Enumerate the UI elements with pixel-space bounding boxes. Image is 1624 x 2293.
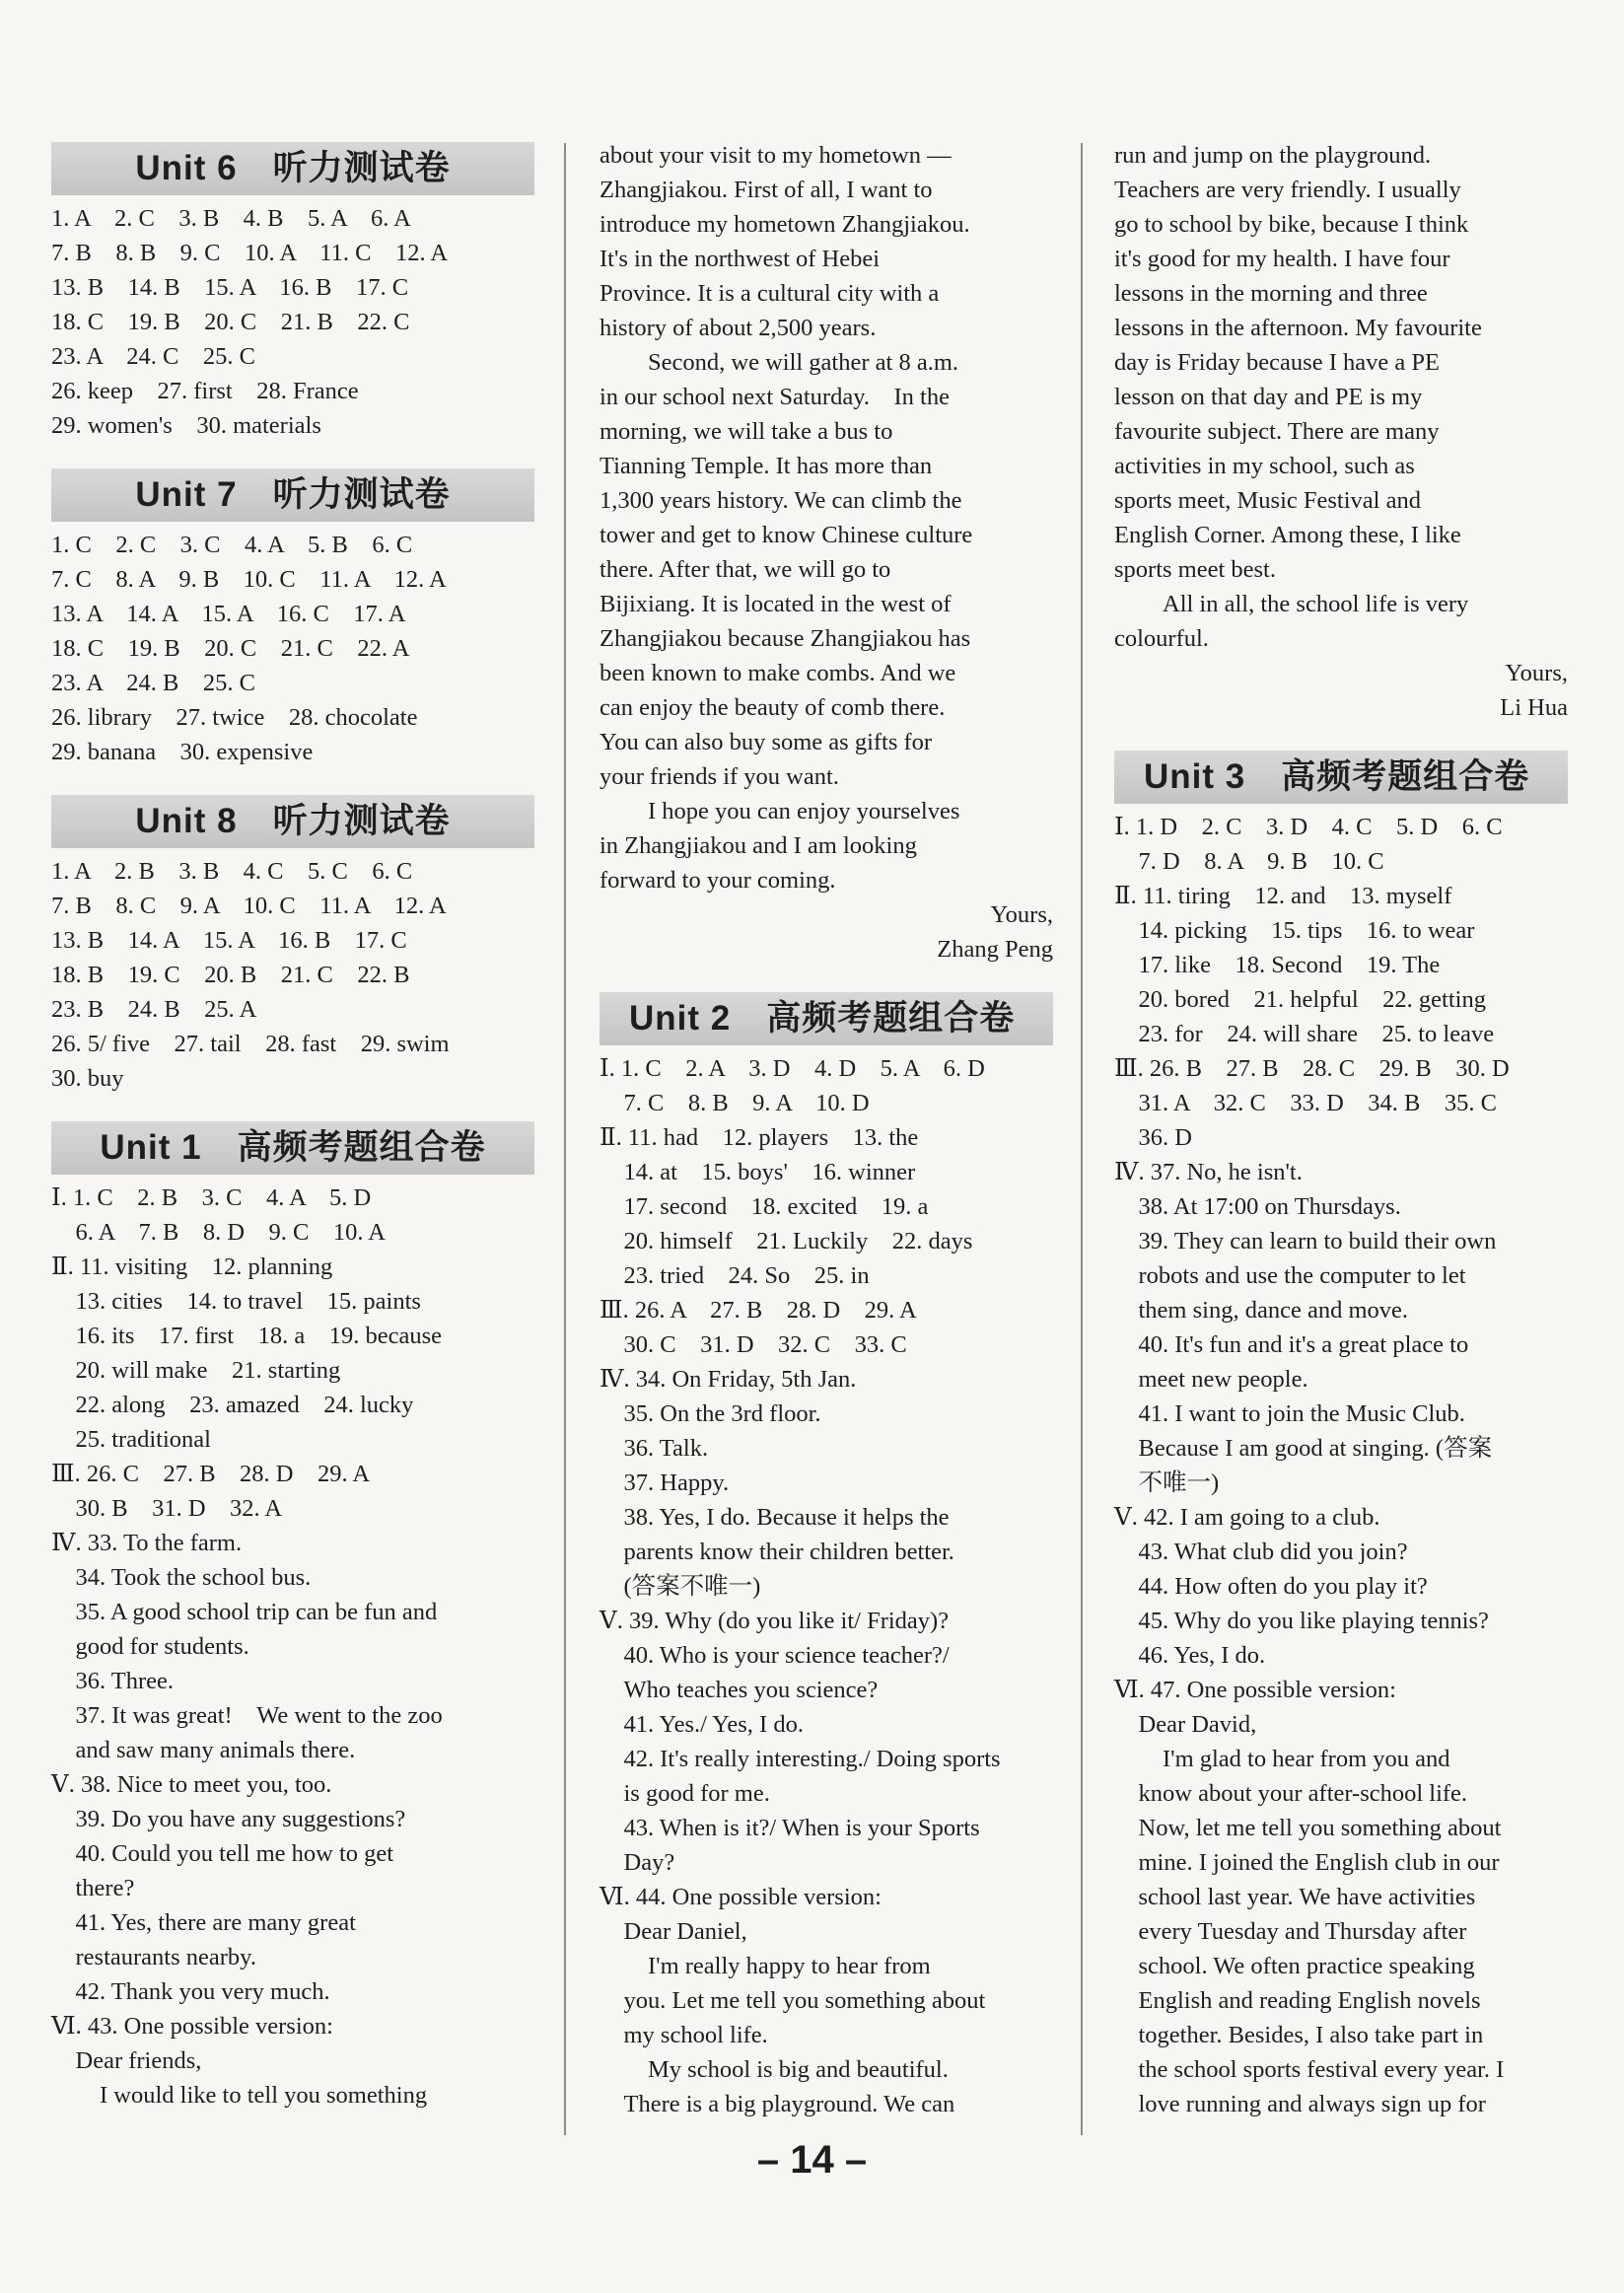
text-line: Ⅵ. 43. One possible version:	[51, 2013, 333, 2040]
text-line: been known to make combs. And we	[600, 660, 956, 686]
text-line: 25. traditional	[51, 1426, 211, 1453]
text-line: 31. A 32. C 33. D 34. B 35. C	[1114, 1090, 1497, 1116]
text-line: 20. bored 21. helpful 22. getting	[1114, 986, 1486, 1013]
text-line: every Tuesday and Thursday after	[1114, 1918, 1467, 1945]
text-line: about your visit to my hometown —	[600, 142, 952, 169]
text-line: 23. A 24. C 25. C	[51, 343, 255, 370]
text-line: 6. A 7. B 8. D 9. C 10. A	[51, 1219, 386, 1246]
text-line: 35. On the 3rd floor.	[600, 1400, 821, 1427]
text-line: 1. A 2. B 3. B 4. C 5. C 6. C	[51, 858, 413, 885]
unit-1-header: Unit 1 高频考题组合卷	[51, 1121, 534, 1175]
text-line: forward to your coming.	[600, 867, 836, 894]
text-line: Ⅰ. 1. C 2. B 3. C 4. A 5. D	[51, 1184, 372, 1211]
text-line: morning, we will take a bus to	[600, 418, 893, 445]
text-line: 42. It's really interesting./ Doing sports	[600, 1746, 1001, 1772]
text-line: in Zhangjiakou and I am looking	[600, 832, 917, 859]
text-line: 20. will make 21. starting	[51, 1357, 341, 1384]
text-line: my school life.	[600, 2022, 768, 2048]
text-line: 13. B 14. B 15. A 16. B 17. C	[51, 274, 409, 301]
text-line: school. We often practice speaking	[1114, 1953, 1475, 1979]
text-line: together. Besides, I also take part in	[1114, 2022, 1484, 2048]
text-line: You can also buy some as gifts for	[600, 729, 933, 755]
text-line: 18. C 19. B 20. C 21. B 22. C	[51, 309, 410, 335]
text-line: Zhangjiakou. First of all, I want to	[600, 177, 933, 203]
text-line: 7. B 8. C 9. A 10. C 11. A 12. A	[51, 893, 447, 919]
column-divider-1	[564, 143, 566, 2135]
text-line: Zhangjiakou because Zhangjiakou has	[600, 625, 971, 652]
text-line: Teachers are very friendly. I usually	[1114, 177, 1461, 203]
text-line: 40. Who is your science teacher?/	[600, 1642, 950, 1669]
essay2-sign-yours: Yours,	[1505, 660, 1568, 686]
text-line: 17. second 18. excited 19. a	[600, 1193, 929, 1220]
text-line: Ⅰ. 1. C 2. A 3. D 4. D 5. A 6. D	[600, 1055, 985, 1082]
unit-3-header: Unit 3 高频考题组合卷	[1114, 751, 1568, 804]
text-line: restaurants nearby.	[51, 1944, 256, 1971]
unit-3-answers	[1114, 810, 1568, 2121]
text-line: 23. B 24. B 25. A	[51, 996, 257, 1023]
text-line: 41. Yes, there are many great	[51, 1909, 356, 1936]
text-line: 39. They can learn to build their own	[1114, 1228, 1497, 1254]
text-line: 42. Thank you very much.	[51, 1978, 330, 2005]
text-line: 41. I want to join the Music Club.	[1114, 1400, 1465, 1427]
text-line: 1. C 2. C 3. C 4. A 5. B 6. C	[51, 532, 413, 558]
text-line: 45. Why do you like playing tennis?	[1114, 1608, 1489, 1634]
text-line: 14. at 15. boys' 16. winner	[600, 1159, 916, 1185]
text-line: English Corner. Among these, I like	[1114, 522, 1461, 548]
text-line: Ⅱ. 11. had 12. players 13. the	[600, 1124, 919, 1151]
text-line: colourful.	[1114, 625, 1209, 652]
text-line: and saw many animals there.	[51, 1737, 356, 1763]
text-line: 7. B 8. B 9. C 10. A 11. C 12. A	[51, 240, 449, 266]
text-line: 7. C 8. A 9. B 10. C 11. A 12. A	[51, 566, 447, 593]
text-line: is good for me.	[600, 1780, 770, 1807]
text-line: parents know their children better.	[600, 1539, 954, 1565]
column-2	[600, 138, 1053, 2121]
text-line: lessons in the afternoon. My favourite	[1114, 315, 1482, 341]
unit-7-answers	[51, 528, 534, 769]
text-line: Ⅳ. 37. No, he isn't.	[1114, 1159, 1303, 1185]
text-line: 40. Could you tell me how to get	[51, 1840, 394, 1867]
essay-sign-name: Zhang Peng	[937, 936, 1053, 963]
text-line: Province. It is a cultural city with a	[600, 280, 940, 307]
text-line: Ⅵ. 47. One possible version:	[1114, 1677, 1396, 1703]
text-line: Second, we will gather at 8 a.m.	[600, 349, 959, 376]
text-line: 36. D	[1114, 1124, 1192, 1151]
column-3	[1114, 138, 1568, 2121]
text-line: go to school by bike, because I think	[1114, 211, 1469, 238]
text-line: Now, let me tell you something about	[1114, 1815, 1502, 1841]
text-line: 30. C 31. D 32. C 33. C	[600, 1331, 907, 1358]
column-divider-2	[1081, 143, 1083, 2135]
text-line: 不唯一)	[1114, 1469, 1220, 1496]
text-line: I'm glad to hear from you and	[1114, 1746, 1450, 1772]
text-line: Bijixiang. It is located in the west of	[600, 591, 952, 617]
text-line: 23. for 24. will share 25. to leave	[1114, 1021, 1495, 1047]
text-line: 7. D 8. A 9. B 10. C	[1114, 848, 1384, 875]
text-line: 36. Three.	[51, 1668, 175, 1694]
text-line: 26. library 27. twice 28. chocolate	[51, 704, 418, 731]
text-line: day is Friday because I have a PE	[1114, 349, 1440, 376]
text-line: 37. It was great! We went to the zoo	[51, 1702, 443, 1729]
text-line: 16. its 17. first 18. a 19. because	[51, 1323, 443, 1349]
text-line: 26. keep 27. first 28. France	[51, 378, 359, 404]
text-line: 44. How often do you play it?	[1114, 1573, 1428, 1600]
text-line: run and jump on the playground.	[1114, 142, 1432, 169]
text-line: Ⅱ. 11. tiring 12. and 13. myself	[1114, 883, 1452, 909]
text-line: in our school next Saturday. In the	[600, 384, 950, 410]
text-line: Because I am good at singing. (答案	[1114, 1435, 1493, 1462]
text-line: 41. Yes./ Yes, I do.	[600, 1711, 804, 1738]
unit-2-answers	[600, 1051, 1053, 2121]
text-line: know about your after-school life.	[1114, 1780, 1468, 1807]
text-line: good for students.	[51, 1633, 249, 1660]
text-line: All in all, the school life is very	[1114, 591, 1469, 617]
text-line: tower and get to know Chinese culture	[600, 522, 973, 548]
text-line: there?	[51, 1875, 135, 1901]
text-line: 17. like 18. Second 19. The	[1114, 952, 1441, 978]
text-line: 43. When is it?/ When is your Sports	[600, 1815, 980, 1841]
text-line: 43. What club did you join?	[1114, 1539, 1408, 1565]
text-line: 1. A 2. C 3. B 4. B 5. A 6. A	[51, 205, 411, 232]
text-line: history of about 2,500 years.	[600, 315, 877, 341]
text-line: favourite subject. There are many	[1114, 418, 1440, 445]
text-line: 30. buy	[51, 1065, 124, 1092]
text-line: 30. B 31. D 32. A	[51, 1495, 283, 1522]
text-line: 20. himself 21. Luckily 22. days	[600, 1228, 973, 1254]
text-line: Ⅳ. 33. To the farm.	[51, 1530, 243, 1556]
unit-8-header: Unit 8 听力测试卷	[51, 795, 534, 848]
text-line: them sing, dance and move.	[1114, 1297, 1409, 1324]
essay-sign-yours: Yours,	[990, 901, 1053, 928]
text-line: sports meet, Music Festival and	[1114, 487, 1421, 514]
text-line: your friends if you want.	[600, 763, 839, 790]
text-line: Dear Daniel,	[600, 1918, 747, 1945]
text-line: 23. A 24. B 25. C	[51, 670, 255, 696]
unit-8-answers	[51, 854, 534, 1096]
essay2-sign-name: Li Hua	[1500, 694, 1568, 721]
text-line: 23. tried 24. So 25. in	[600, 1262, 870, 1289]
text-line: Ⅲ. 26. C 27. B 28. D 29. A	[51, 1461, 371, 1487]
text-line: can enjoy the beauty of comb there.	[600, 694, 946, 721]
text-line: 38. Yes, I do. Because it helps the	[600, 1504, 950, 1531]
text-line: school last year. We have activities	[1114, 1884, 1476, 1910]
text-line: 26. 5/ five 27. tail 28. fast 29. swim	[51, 1031, 450, 1057]
text-line: Ⅰ. 1. D 2. C 3. D 4. C 5. D 6. C	[1114, 814, 1503, 840]
text-line: lessons in the morning and three	[1114, 280, 1428, 307]
text-line: 29. women's 30. materials	[51, 412, 321, 439]
text-line: There is a big playground. We can	[600, 2091, 955, 2117]
text-line: sports meet best.	[1114, 556, 1276, 583]
text-line: Dear friends,	[51, 2047, 202, 2074]
text-line: Day?	[600, 1849, 675, 1876]
text-line: 37. Happy.	[600, 1469, 730, 1496]
text-line: I'm really happy to hear from	[600, 1953, 931, 1979]
text-line: 34. Took the school bus.	[51, 1564, 312, 1591]
text-line: 38. At 17:00 on Thursdays.	[1114, 1193, 1401, 1220]
text-line: 13. B 14. A 15. A 16. B 17. C	[51, 927, 407, 954]
unit-1-answers	[51, 1181, 534, 2113]
text-line: 39. Do you have any suggestions?	[51, 1806, 406, 1832]
text-line: Ⅲ. 26. A 27. B 28. D 29. A	[600, 1297, 917, 1324]
text-line: the school sports festival every year. I	[1114, 2056, 1505, 2083]
text-line: Ⅴ. 39. Why (do you like it/ Friday)?	[600, 1608, 950, 1634]
text-line: robots and use the computer to let	[1114, 1262, 1466, 1289]
text-line: 22. along 23. amazed 24. lucky	[51, 1392, 414, 1418]
text-line: 14. picking 15. tips 16. to wear	[1114, 917, 1475, 944]
text-line: My school is big and beautiful.	[600, 2056, 949, 2083]
column-1	[51, 138, 534, 2113]
unit-6-answers	[51, 201, 534, 443]
text-line: love running and always sign up for	[1114, 2091, 1486, 2117]
text-line: Ⅳ. 34. On Friday, 5th Jan.	[600, 1366, 857, 1393]
unit-7-header: Unit 7 听力测试卷	[51, 468, 534, 522]
unit-2-header: Unit 2 高频考题组合卷	[600, 992, 1053, 1045]
text-line: I would like to tell you something	[51, 2082, 428, 2109]
text-line: 18. C 19. B 20. C 21. C 22. A	[51, 635, 410, 662]
text-line: 13. cities 14. to travel 15. paints	[51, 1288, 421, 1315]
text-line: Ⅵ. 44. One possible version:	[600, 1884, 882, 1910]
page-number: – 14 –	[756, 2138, 868, 2182]
text-line: Ⅲ. 26. B 27. B 28. C 29. B 30. D	[1114, 1055, 1510, 1082]
text-line: 36. Talk.	[600, 1435, 709, 1462]
text-line: I hope you can enjoy yourselves	[600, 798, 960, 824]
text-line: Tianning Temple. It has more than	[600, 453, 933, 479]
text-line: 35. A good school trip can be fun and	[51, 1599, 438, 1625]
text-line: it's good for my health. I have four	[1114, 246, 1450, 272]
text-line: lesson on that day and PE is my	[1114, 384, 1423, 410]
text-line: (答案不唯一)	[600, 1573, 761, 1600]
text-line: Ⅱ. 11. visiting 12. planning	[51, 1254, 333, 1280]
text-line: 7. C 8. B 9. A 10. D	[600, 1090, 870, 1116]
text-line: mine. I joined the English club in our	[1114, 1849, 1500, 1876]
text-line: 18. B 19. C 20. B 21. C 22. B	[51, 962, 410, 988]
text-line: 46. Yes, I do.	[1114, 1642, 1266, 1669]
text-line: It's in the northwest of Hebei	[600, 246, 881, 272]
text-line: English and reading English novels	[1114, 1987, 1481, 2014]
text-line: 40. It's fun and it's a great place to	[1114, 1331, 1469, 1358]
text-line: 29. banana 30. expensive	[51, 739, 314, 765]
essay-school-life	[1114, 138, 1568, 656]
text-line: you. Let me tell you something about	[600, 1987, 986, 2014]
essay-zhangjiakou	[600, 138, 1053, 897]
text-line: Dear David,	[1114, 1711, 1257, 1738]
text-line: Ⅴ. 42. I am going to a club.	[1114, 1504, 1380, 1531]
text-line: 1,300 years history. We can climb the	[600, 487, 962, 514]
text-line: there. After that, we will go to	[600, 556, 891, 583]
text-line: activities in my school, such as	[1114, 453, 1415, 479]
text-line: Ⅴ. 38. Nice to meet you, too.	[51, 1771, 332, 1798]
unit-6-header: Unit 6 听力测试卷	[51, 142, 534, 195]
text-line: Who teaches you science?	[600, 1677, 879, 1703]
text-line: meet new people.	[1114, 1366, 1308, 1393]
text-line: 13. A 14. A 15. A 16. C 17. A	[51, 601, 406, 627]
text-line: introduce my hometown Zhangjiakou.	[600, 211, 970, 238]
